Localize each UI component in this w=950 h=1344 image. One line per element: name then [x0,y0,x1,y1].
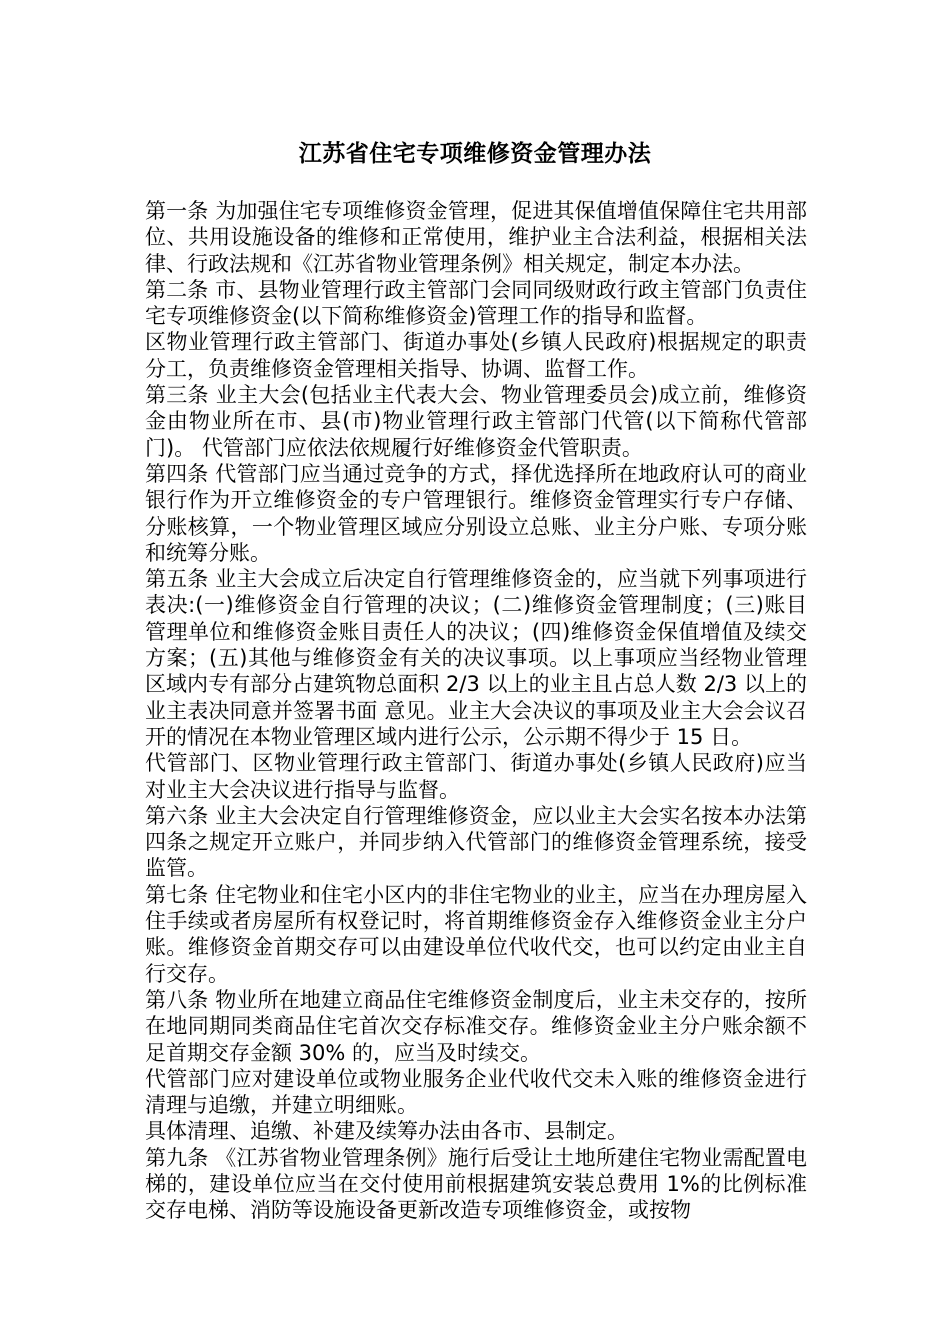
paragraph-article-5: 第五条 业主大会成立后决定自行管理维修资金的，应当就下列事项进行表决:(一)维修资金自行管理的决议；(二)维修资金管理制度；(三)账目管理单位和维修资金账目责任人的决议；(四)维修资金保值增值及续交方案；(五)其他与维修资金有关的决议事项。以上事项应当经物业管理区域内专有部分占建筑物总面积 2/3 以上的业主且占总人数 2/3 以上的业主表决同意并签署书面 意见。业主大会决议的事项及业主大会会议召开的情况在本物业管理区域内进行公示，公示期不得少于 15 日。 [145,567,807,749]
paragraph-article-1: 第一条 为加强住宅专项维修资金管理，促进其保值增值保障住宅共用部位、共用设施设备的维修和正常使用，维护业主合法利益，根据相关法律、行政法规和《江苏省物业管理条例》相关规定，制定本办法。 [145,199,807,276]
paragraph-article-2-district: 区物业管理行政主管部门、街道办事处(乡镇人民政府)根据规定的职责分工，负责维修资金管理相关指导、协调、监督工作。 [145,330,807,381]
paragraph-article-8-cleanup: 代管部门应对建设单位或物业服务企业代收代交未入账的维修资金进行清理与追缴，并建立明细账。 [145,1066,807,1118]
paragraph-article-9: 第九条 《江苏省物业管理条例》施行后受让土地所建住宅物业需配置电梯的，建设单位应当在交付使用前根据建筑安装总费用 1%的比例标准交存电梯、消防等设施设备更新改造专项维修资金，或按物 [145,1145,807,1223]
paragraph-article-5-supervision: 代管部门、区物业管理行政主管部门、街道办事处(乡镇人民政府)应当对业主大会决议进行指导与监督。 [145,751,807,802]
paragraph-article-8-methods: 具体清理、追缴、补建及续筹办法由各市、县制定。 [145,1119,628,1144]
paragraph-article-8: 第八条 物业所在地建立商品住宅维修资金制度后，业主未交存的，按所在地同期同类商品住宅首次交存标准交存。维修资金业主分户账余额不足首期交存金额 30% 的，应当及时续交。 [145,987,807,1065]
paragraph-article-6: 第六条 业主大会决定自行管理维修资金，应以业主大会实名按本办法第四条之规定开立账户，并同步纳入代管部门的维修资金管理系统，接受监管。 [145,803,807,881]
paragraph-article-2: 第二条 市、县物业管理行政主管部门会同同级财政行政主管部门负责住宅专项维修资金(以下简称维修资金)管理工作的指导和监督。 [145,277,807,329]
document-body [145,198,807,1224]
paragraph-article-7: 第七条 住宅物业和住宅小区内的非住宅物业的业主，应当在办理房屋入住手续或者房屋所有权登记时，将首期维修资金存入维修资金业主分户账。维修资金首期交存可以由建设单位代收代交，也可以约定由业主自行交存。 [145,882,807,986]
document-title: 江苏省住宅专项维修资金管理办法 [298,141,652,167]
paragraph-article-4: 第四条 代管部门应当通过竞争的方式，择优选择所在地政府认可的商业银行作为开立维修资金的专户管理银行。维修资金管理实行专户存储、分账核算，一个物业管理区域应分别设立总账、业主分户账、专项分账和统筹分账。 [145,461,807,565]
paragraph-article-3: 第三条 业主大会(包括业主代表大会、物业管理委员会)成立前，维修资金由物业所在市、县(市)物业管理行政主管部门代管(以下简称代管部门)。 代管部门应依法依规履行好维修资金代管职责。 [145,383,807,460]
